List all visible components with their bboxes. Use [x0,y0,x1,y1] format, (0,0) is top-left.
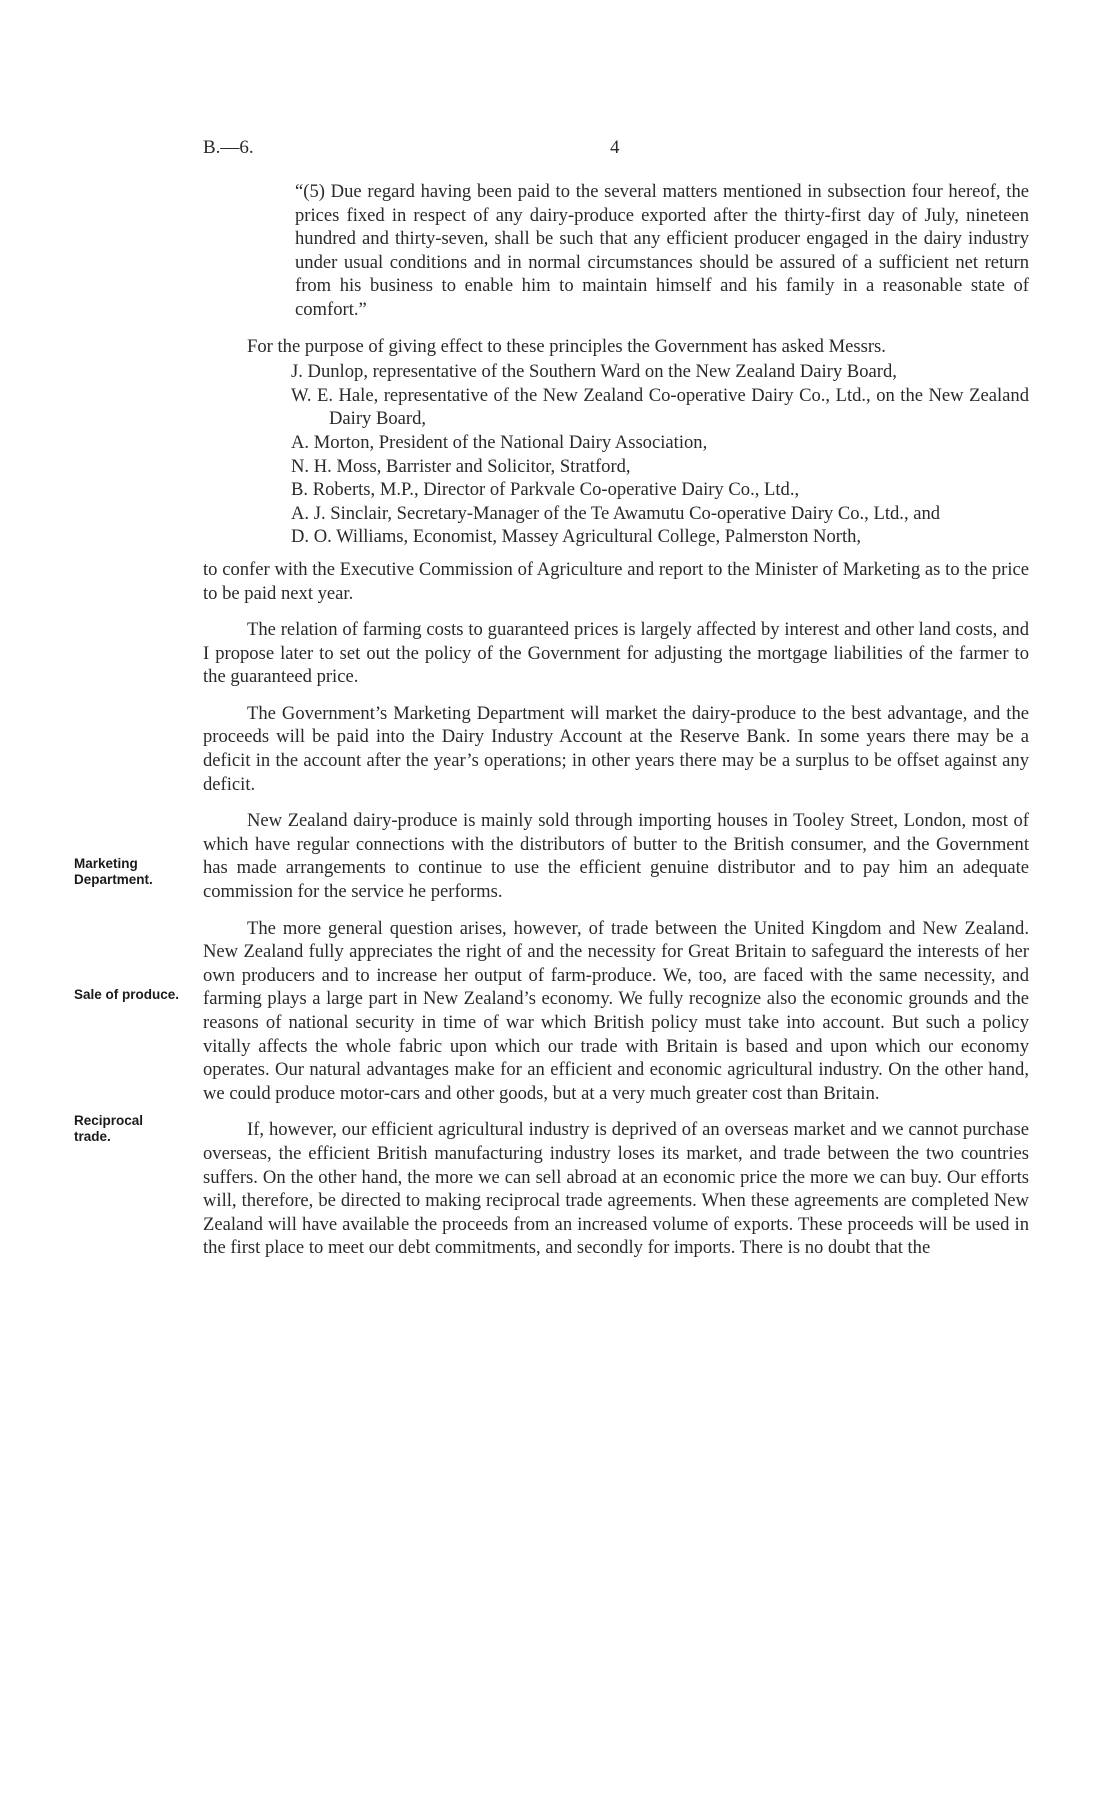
list-item: A. Morton, President of the National Dairy Association, [291,431,708,453]
sidenote-reciprocal-trade: Reciprocal trade. [74,1113,144,1144]
paragraph-relation: The relation of farming costs to guaranteed prices is largely affected by interest and other land costs, and I propose later to set out the policy of the Government for adjusting the mortgage liabilities of the farmer to the guaranteed price. [203,619,1029,688]
paragraph-sale: New Zealand dairy-produce is mainly sold through importing houses in Tooley Street, London, most of which have regular connections with the distributors of butter to the British consumer, and the Government has made arrangements to continue to use the efficient genuine distributor and to pay him an adequate commission for the service he performs. [203,810,1029,903]
paragraph-reciprocal: The more general question arises, however, of trade between the United Kingdom and New Zealand. New Zealand fully appreciates the right of and the necessity for Great Britain to safeguard the interests of her own producers and to increase her output of farm-produce. We, too, are faced with the same necessity, and farming plays a large part in New Zealand’s economy. We fully recognize also the economic grounds and the reasons of national security in time of war which British policy must take into account. But such a policy vitally affects the whole fabric upon which our trade with Britain is based and upon which our economy operates. Our natural advantages make for an efficient and economic agricultural industry. On the other hand, we could produce motor-cars and other goods, but at a very much greater cost than Britain. [203,917,1029,1104]
quoted-subsection: “(5) Due regard having been paid to the several matters mentioned in subsection four hereof, the prices fixed in respect of any dairy-produce exported after the thirty-first day of July, nineteen hundred and thirty-seven, shall be such that any efficient producer engaged in the dairy industry under usual conditions and in normal circumstances should be assured of a sufficient net return from his business to enable him to maintain himself and his family in a reasonable state of comfort.” [295,181,1029,320]
sidenote-sale-of-produce: Sale of produce. [74,987,180,1002]
paragraph-purpose: For the purpose of giving effect to these principles the Government has asked Messrs. [247,335,886,357]
list-item: W. E. Hale, representative of the New Zealand Co-operative Dairy Co., Ltd., on the New Zealand Dairy Board, [291,384,1029,430]
document-code: B.—6. [203,137,254,158]
list-item: B. Roberts, M.P., Director of Parkvale Co-operative Dairy Co., Ltd., [291,479,800,501]
paragraph-confer: to confer with the Executive Commission of Agriculture and report to the Minister of Marketing as to the price to be paid next year. [203,558,1029,604]
list-item: N. H. Moss, Barrister and Solicitor, Stratford, [291,455,631,477]
body-text [203,180,1029,1273]
paragraph-overseas: If, however, our efficient agricultural industry is deprived of an overseas market and we cannot purchase overseas, the efficient British manufacturing industry loses its market, and trade between the two countries suffers. On the other hand, the more we can sell abroad at an economic price the more we can buy. Our efforts will, therefore, be directed to making reciprocal trade agreements. When these agreements are completed New Zealand will have available the proceeds from an increased volume of exports. These proceeds will be used in the first place to meet our debt commitments, and secondly for imports. There is no doubt that the [203,1119,1029,1259]
sidenote-marketing-department: Marketing Department. [74,856,153,887]
page-header [203,137,1033,161]
list-item: D. O. Williams, Economist, Massey Agricultural College, Palmerston North, [291,526,862,548]
list-item: A. J. Sinclair, Secretary-Manager of the Te Awamutu Co-operative Dairy Co., Ltd., and [291,502,941,524]
member-list [203,360,1029,549]
list-item: J. Dunlop, representative of the Southern Ward on the New Zealand Dairy Board, [291,361,897,383]
page-number: 4 [610,137,620,158]
paragraph-marketing: The Government’s Marketing Department will market the dairy-produce to the best advantage, and the proceeds will be paid into the Dairy Industry Account at the Reserve Bank. In some years there may be a deficit in the account after the year’s operations; in other years there may be a surplus to be offset against any deficit. [203,702,1029,795]
